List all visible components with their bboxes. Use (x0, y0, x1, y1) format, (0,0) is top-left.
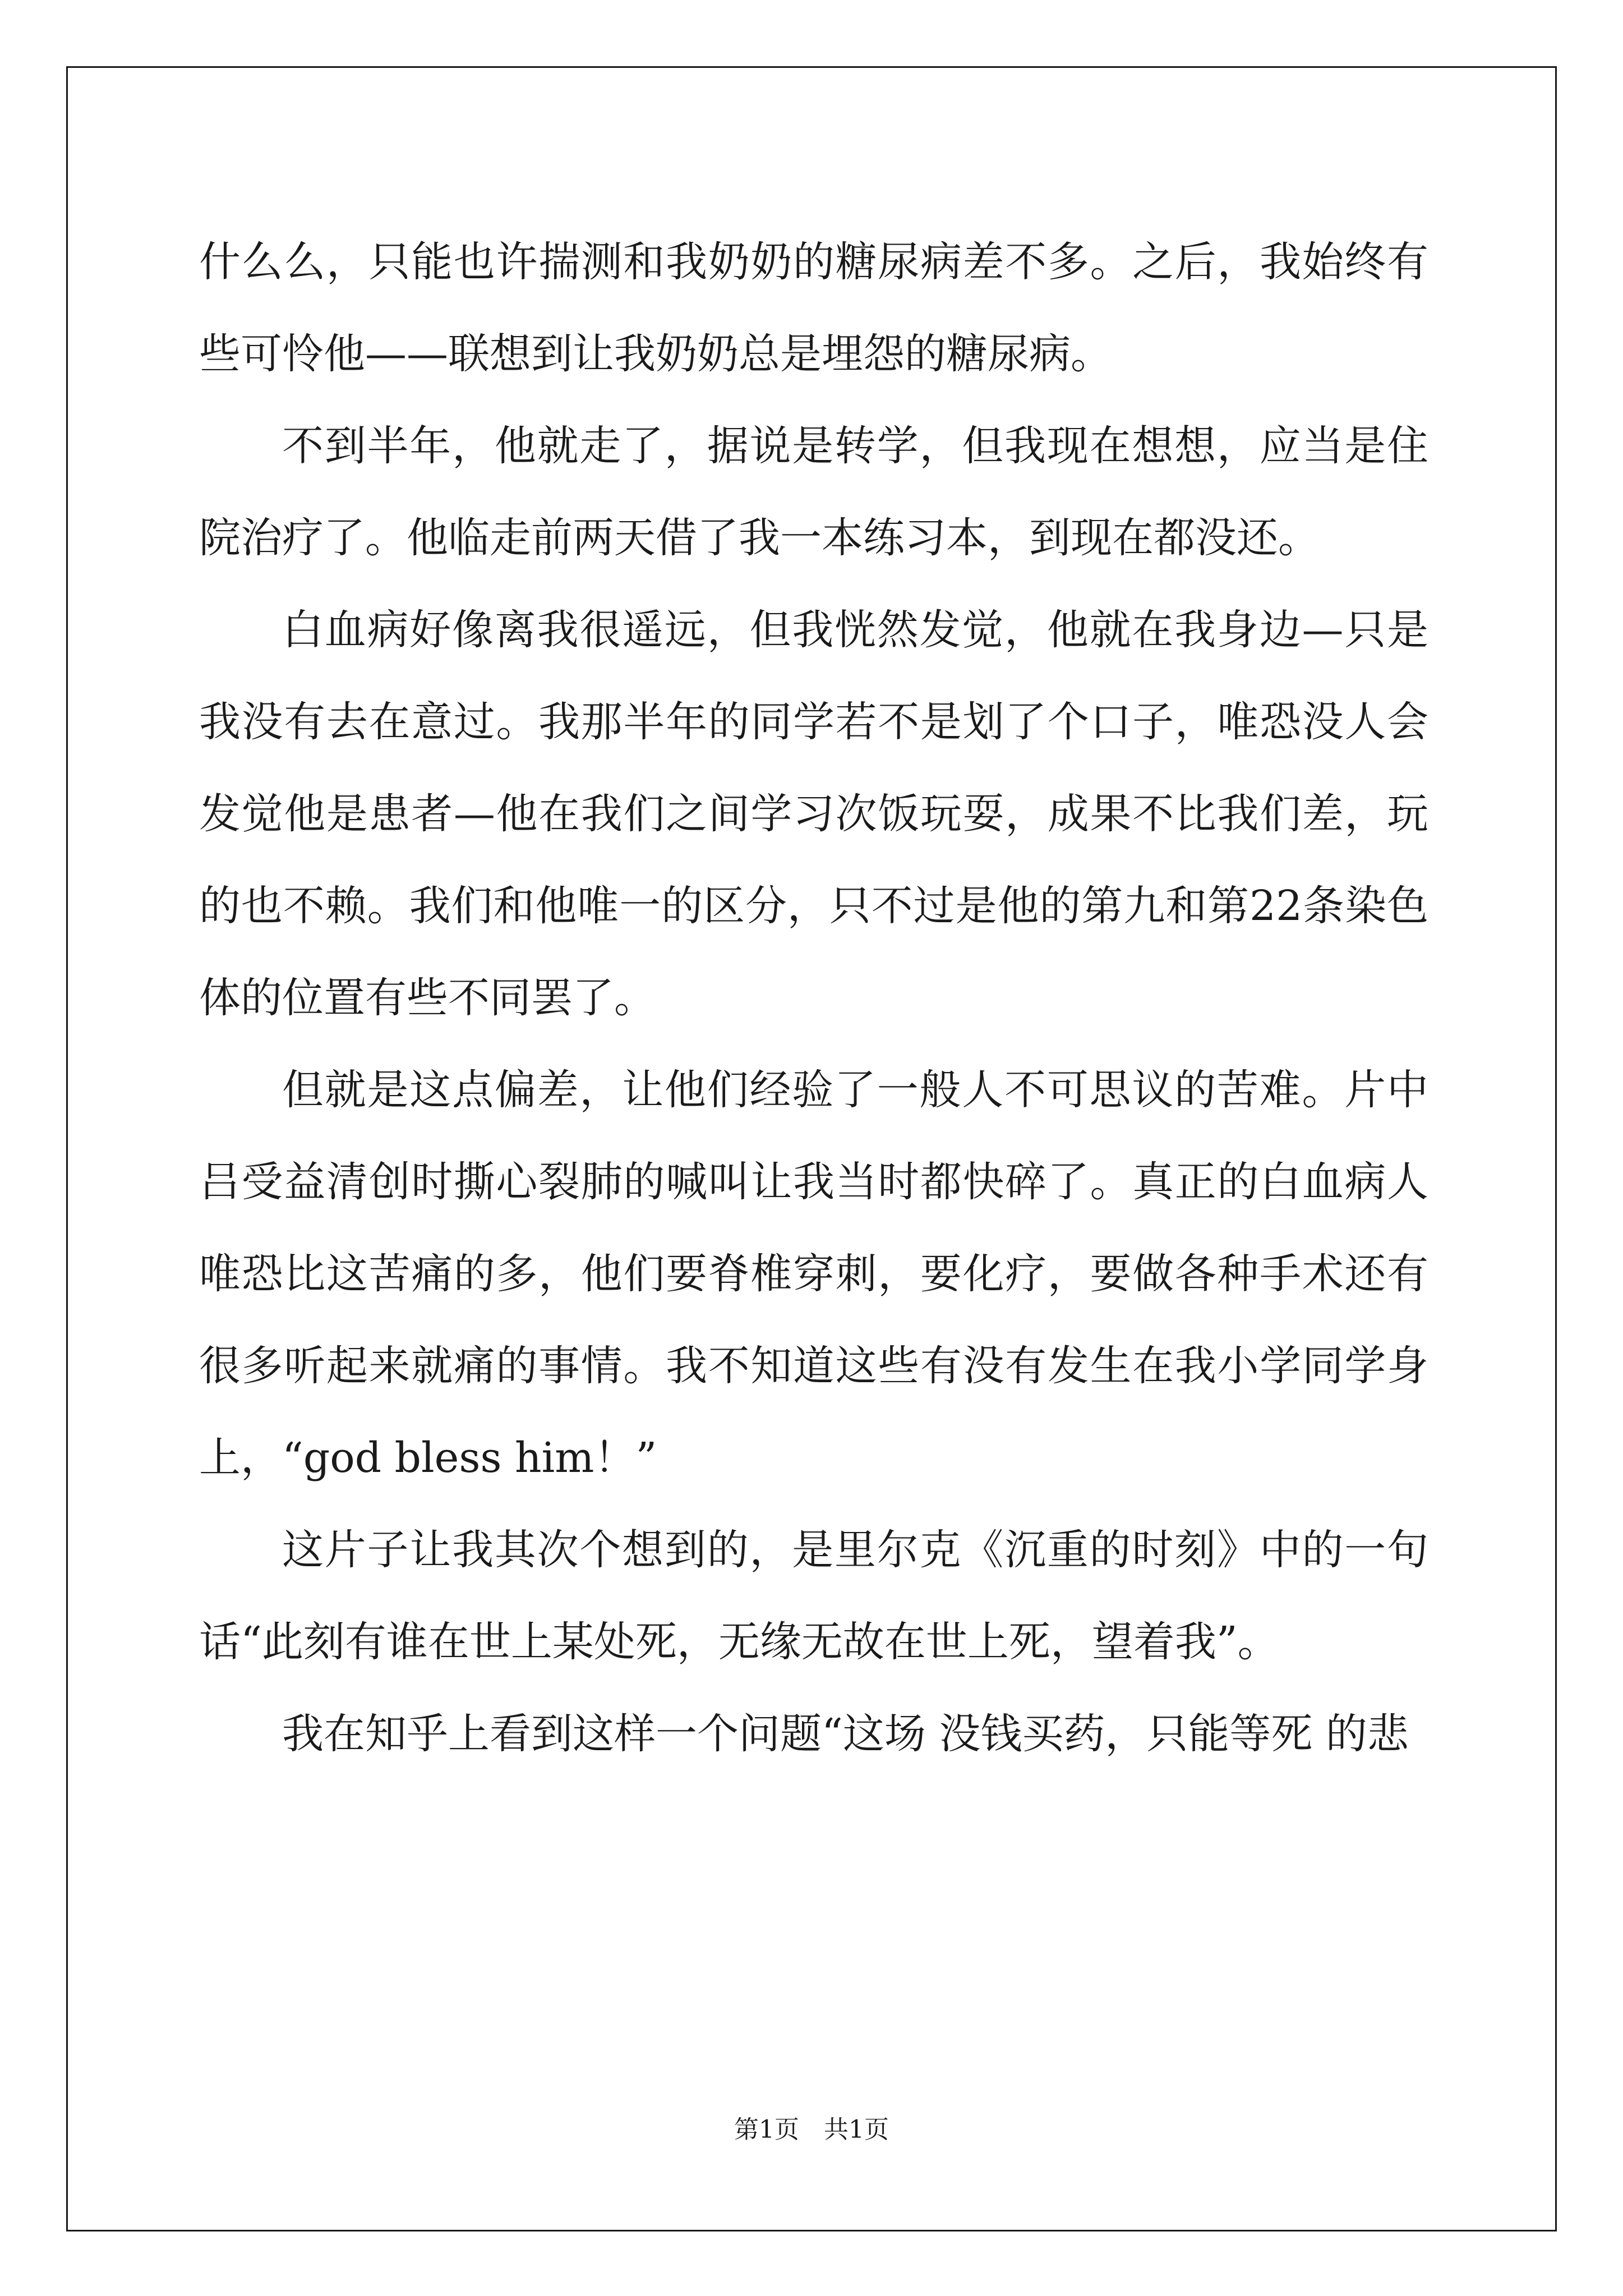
paragraph-4: 但就是这点偏差，让他们经验了一般人不可思议的苦难。片中吕受益清创时撕心裂肺的喊叫让我当时都快碎了。真正的白血病人唯恐比这苦痛的多，他们要脊椎穿刺，要化疗，要做各种手术还有很多听起来就痛的事情。我不知道这些有没有发生在我小学同学身上，“god bless him！” (199, 1066, 1428, 1482)
paragraph-3: 白血病好像离我很遥远，但我恍然发觉，他就在我身边—只是我没有去在意过。我那半年的同学若不是划了个口子，唯恐没人会发觉他是患者—他在我们之间学习次饭玩耍，成果不比我们差，玩的也不赖。我们和他唯一的区分，只不过是他的第九和第22条染色体的位置有些不同罢了。 (199, 606, 1428, 1022)
page-number-footer: 第1页 共1页 (734, 2115, 889, 2144)
paragraph-5: 这片子让我其次个想到的，是里尔克《沉重的时刻》中的一句话“此刻有谁在世上某处死，无缘无故在世上死，望着我”。 (199, 1526, 1428, 1666)
paragraph-1: 什么么，只能也许揣测和我奶奶的糖尿病差不多。之后，我始终有些可怜他——联想到让我奶奶总是埋怨的糖尿病。 (199, 238, 1428, 378)
paragraph-6: 我在知乎上看到这样一个问题“这场 没钱买药，只能等死 的悲 (282, 1710, 1409, 1758)
document-body (199, 216, 1428, 1780)
paragraph-2: 不到半年，他就走了，据说是转学，但我现在想想，应当是住院治疗了。他临走前两天借了我一本练习本，到现在都没还。 (199, 422, 1428, 562)
